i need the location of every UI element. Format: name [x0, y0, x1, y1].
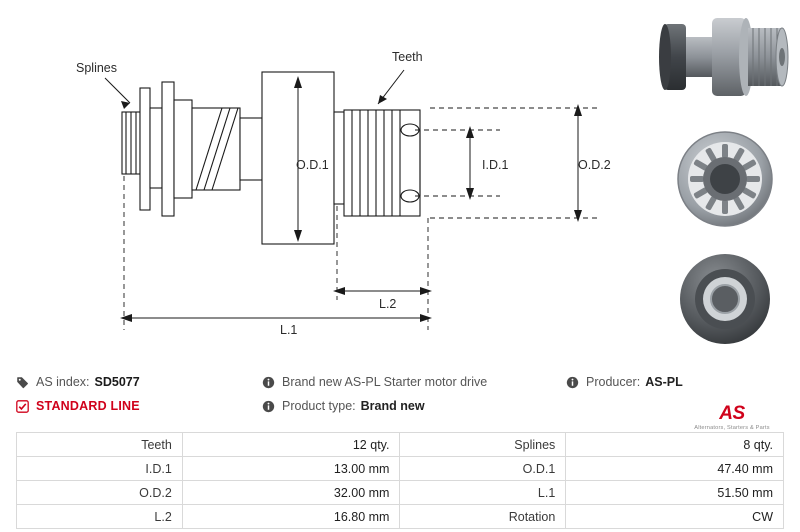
- label-splines: Splines: [76, 61, 117, 75]
- spec-key: Teeth: [17, 433, 183, 457]
- spec-key: L.2: [17, 505, 183, 529]
- spec-key: L.1: [400, 481, 566, 505]
- label-od1: O.D.1: [296, 158, 329, 172]
- label-teeth: Teeth: [392, 50, 423, 64]
- spec-value: 12 qty.: [182, 433, 400, 457]
- info-row-2: [16, 394, 784, 418]
- info-row-1: [16, 370, 784, 394]
- as-index-label: AS index:: [36, 375, 90, 389]
- product-photo-flange-end-view[interactable]: [650, 240, 800, 358]
- spec-value: 8 qty.: [566, 433, 784, 457]
- tag-icon: [16, 376, 29, 389]
- spec-key: O.D.1: [400, 457, 566, 481]
- brand-logo: [680, 404, 784, 431]
- spec-value: 16.80 mm: [182, 505, 400, 529]
- producer-label: Producer:: [586, 375, 641, 389]
- label-l1: L.1: [280, 323, 298, 337]
- as-index-cell: [16, 375, 262, 389]
- spec-value: CW: [566, 505, 784, 529]
- standard-line-badge: STANDARD LINE: [36, 399, 140, 413]
- product-type-cell: [262, 399, 566, 413]
- product-type-value: Brand new: [360, 399, 425, 413]
- info-icon: [566, 376, 579, 389]
- specifications-table: [16, 432, 784, 529]
- check-square-icon: [16, 400, 29, 413]
- product-photo-gallery: [650, 0, 800, 358]
- producer-value: AS-PL: [645, 375, 683, 389]
- label-id1: I.D.1: [482, 158, 509, 172]
- spec-key: Rotation: [400, 505, 566, 529]
- spec-value: 51.50 mm: [566, 481, 784, 505]
- product-info-block: [16, 370, 784, 418]
- info-icon: [262, 400, 275, 413]
- label-od2: O.D.2: [578, 158, 611, 172]
- table-row: [17, 481, 784, 505]
- spec-key: O.D.2: [17, 481, 183, 505]
- info-icon: [262, 376, 275, 389]
- brand-logo-name: AS: [719, 403, 745, 424]
- product-photo-gear-end-view[interactable]: [650, 120, 800, 238]
- label-l2: L.2: [379, 297, 397, 311]
- brand-logo-tagline: Alternators, Starters & Parts: [694, 425, 770, 431]
- description-cell: [262, 375, 566, 389]
- spec-value: 32.00 mm: [182, 481, 400, 505]
- product-photo-side-view[interactable]: [650, 0, 800, 118]
- standard-line-cell: [16, 399, 262, 413]
- description-text: Brand new AS-PL Starter motor drive: [282, 375, 488, 389]
- spec-value: 47.40 mm: [566, 457, 784, 481]
- spec-key: Splines: [400, 433, 566, 457]
- spec-key: I.D.1: [17, 457, 183, 481]
- producer-cell: [566, 375, 784, 389]
- as-index-value: SD5077: [94, 375, 140, 389]
- table-row: [17, 433, 784, 457]
- spec-value: 13.00 mm: [182, 457, 400, 481]
- table-row: [17, 505, 784, 529]
- product-type-label: Product type:: [282, 399, 356, 413]
- table-row: [17, 457, 784, 481]
